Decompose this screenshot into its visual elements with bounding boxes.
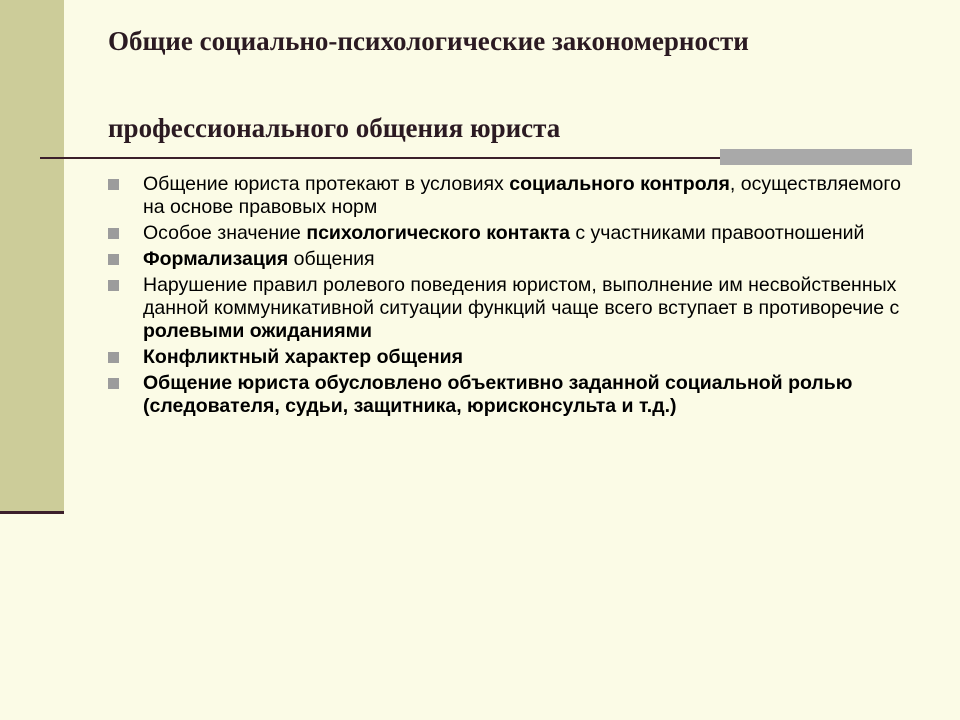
slide-title <box>108 26 928 144</box>
bullet-list <box>108 173 908 421</box>
title-line-2: профессионального общения юриста <box>108 113 561 143</box>
bullet-square-icon <box>108 280 119 291</box>
bullet-text <box>143 173 901 218</box>
bullet-text <box>143 248 375 270</box>
bullet-square-icon <box>108 179 119 190</box>
bullet-text <box>143 372 852 417</box>
title-accent-bar <box>720 149 912 165</box>
bullet-square-icon <box>108 228 119 239</box>
bullet-text-part: Нарушение правил ролевого поведения юристом, выполнение им несвойственных данной коммуникативной ситуации функций чаще всего вступает в противоречие с <box>143 274 900 319</box>
bullet-item <box>108 274 908 343</box>
bullet-square-icon <box>108 254 119 265</box>
bullet-text-part: , осуществляемого на основе правовых норм <box>143 173 901 218</box>
title-line-1: Общие социально-психологические закономерности <box>108 26 749 56</box>
bullet-text <box>143 222 864 244</box>
bullet-text-part: социального контроля <box>509 173 730 195</box>
bullet-square-icon <box>108 378 119 389</box>
bullet-item <box>108 173 908 219</box>
bullet-item <box>108 222 908 245</box>
bullet-square-icon <box>108 352 119 363</box>
bullet-text-part: Конфликтный характер общения <box>143 346 464 368</box>
bullet-text <box>143 274 899 342</box>
bullet-text-part: общения <box>288 248 375 270</box>
bullet-item <box>108 372 908 418</box>
bullet-item <box>108 346 908 369</box>
side-rule <box>0 511 64 514</box>
bullet-item <box>108 248 908 271</box>
bullet-text-part: с участниками правоотношений <box>569 222 865 244</box>
bullet-text <box>143 346 463 368</box>
bullet-text-part: Особое значение <box>143 222 307 244</box>
bullet-text-part: ролевыми ожиданиями <box>143 320 373 342</box>
bullet-text-part: Формализация <box>143 248 289 270</box>
bullet-text-part: психологического контакта <box>306 222 570 244</box>
bullet-text-part: Общение юриста обусловлено объективно заданной социальной ролью (следователя, судьи, защитника, юрисконсульта и т.д.) <box>143 372 853 417</box>
side-bar <box>0 0 64 512</box>
bullet-text-part: Общение юриста протекают в условиях <box>143 173 510 195</box>
